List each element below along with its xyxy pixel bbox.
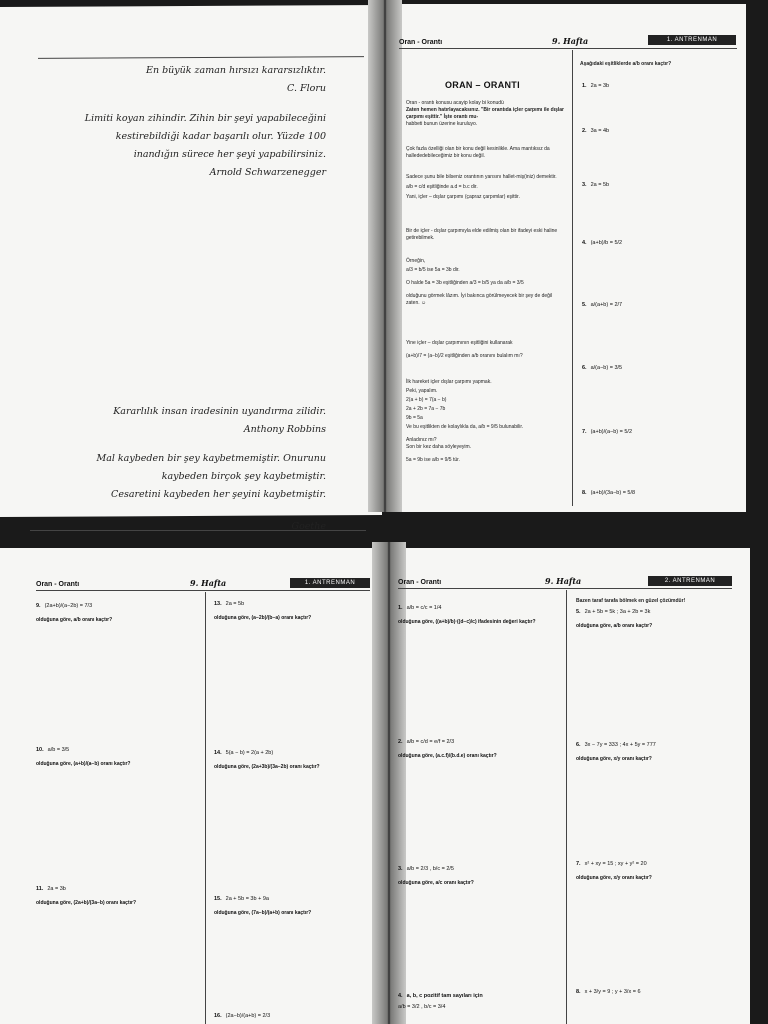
exercise-item: 11. 2a = 3b olduğuna göre, (2a+b)/(3a−b) oranı kaçtır? — [36, 886, 137, 906]
column-divider — [205, 592, 206, 1024]
lesson-text: İlk hareket içler dışlar çarpımı yapmak. Peki, yapalım. 2(a + b) = 7(a − b) 2a + 2b = 7a − 7b 9b = 5a Ve bu eşitlikten de kolaylıkla da, a/b = 9/5 bulunabilir. Anladınız mı? Son bir kez daha söyleyeyim. 5a = 9b ise a/b = 9/5 tür. — [406, 379, 524, 463]
header-tag: 1. ANTRENMAN — [290, 578, 370, 588]
lesson-text: Sadece şunu bile bilseniz orantının yarısını hallet-miş(iniz) demektir. a/b = c/d eşitliğinde a.d = b.c dir. Yani, içler – dışlar çarpımı (çapraz çarpımlar) eşittir. — [406, 174, 557, 200]
lesson-text: Çok fazla özelliği olan bir konu değil kesinlikle. Ama mantıksız da hallededebileceğimiz bir konu değil. — [406, 146, 550, 159]
quote-1: En büyük zaman hırsızı kararsızlıktır. C. Floru — [146, 65, 326, 94]
exercise-item: 3. 2a = 5b — [582, 182, 610, 188]
exercise-item: 15. 2a + 5b = 3b + 9a olduğuna göre, (7a−b)/(a+b) oranı kaçtır? — [214, 896, 312, 916]
column-divider — [566, 590, 567, 1024]
exercise-item: 2. 3a = 4b — [582, 128, 610, 134]
exercise-item: 16. (2a−b)/(a+b) = 2/3 — [214, 1013, 271, 1019]
header-week: 9. Hafta — [545, 576, 582, 586]
exercise-item: 3. a/b = 2/3 , b/c = 2/5 olduğuna göre, a/c oranı kaçtır? — [398, 866, 474, 886]
exercise-item: 1. a/b = c/c = 1/4 olduğuna göre, ((a+b)/b)·((d−c)/c) ifadesinin değeri kaçtır? — [398, 605, 536, 625]
header-subject: Oran - Orantı — [36, 581, 80, 588]
exercise-item: 6. a/(a−b) = 3/5 — [582, 365, 623, 371]
exercise-instruction: Aşağıdaki eşitliklerde a/b oranı kaçtır? — [580, 61, 672, 67]
header-tag: 1. ANTRENMAN — [648, 35, 736, 45]
exercise-item: 5. a/(a+b) = 2/7 — [582, 302, 623, 308]
exercise-item: 10. a/b = 3/5 olduğuna göre, (a+b)/(a−b) oranı kaçtır? — [36, 747, 131, 767]
quote-4: Mal kaybeden bir şey kaybetmemiştir. Onurunu kaybeden birçok şey kaybetmiştir. Cesaretini kaybeden her şeyini kaybetmiştir. Goethe — [96, 453, 326, 532]
exercise-item: 4. (a+b)/b = 5/2 — [582, 240, 623, 246]
exercise-item: 8. x + 3/y = 9 ; y + 3/x = 6 — [576, 989, 641, 995]
header-subject: Oran - Orantı — [399, 39, 443, 46]
header-tag: 2. ANTRENMAN — [648, 576, 732, 586]
header-week: 9. Hafta — [552, 36, 589, 46]
exercise-item: 4. a, b, c pozitif tam sayıları için a/b = 3/2 , b/c = 3/4 — [398, 993, 483, 1010]
exercise-item: 7. x² + xy = 15 ; xy + y² = 20 olduğuna göre, x/y oranı kaçtır? — [576, 861, 652, 881]
exercise-item: 5. 2a + 5b = 5k ; 3a + 2b = 3k olduğuna göre, a/b oranı kaçtır? — [576, 609, 653, 629]
quote-3: Kararlılık insan iradesinin uyandırma zilidir. Anthony Robbins — [113, 406, 326, 435]
lesson-title: ORAN – ORANTI — [445, 80, 520, 90]
lesson-text: Yine içler – dışlar çarpımının eşitliğini kullanarak (a+b)/7 = (a−b)/2 eşitliğinden a/b oranını bulalım mı? — [406, 340, 523, 359]
exercise-item: 13. 2a = 5b olduğuna göre, (a−2b)/(b−a) oranı kaçtır? — [214, 601, 312, 621]
book-gutter — [368, 0, 402, 512]
bottom-spread — [0, 512, 768, 1024]
exercise-item: 2. a/b = c/d = e/f = 2/3 olduğuna göre, (a.c.f)/(b.d.e) oranı kaçtır? — [398, 739, 497, 759]
lesson-text: Bir de içler - dışlar çarpımıyla elde edilmiş olan bir ifadeyi eski haline getirebilmek. — [406, 228, 558, 241]
header-rule — [36, 590, 370, 591]
exercise-instruction: Bazen taraf tarafa bölmek en güzel çözümdür! — [576, 598, 686, 604]
header-rule — [399, 48, 737, 49]
header-subject: Oran - Orantı — [398, 579, 442, 586]
exercise-item: 9. (2a+b)/(a−2b) = 7/3 olduğuna göre, a/b oranı kaçtır? — [36, 603, 113, 623]
lesson-text: Örneğin, a/3 = b/5 ise 5a = 3b dir. O halde 5a = 3b eşitliğinden a/3 = b/5 ya da a/b = 3/5 olduğunu görmek lâzım. İyi bakınca görülmeyecek bir şey de değil zaten. ☺ — [406, 258, 553, 306]
lesson-text: Oran - orantı konusu acayip kolay bi konudü Zaten hemen hatırlayacaksınız. "Bir orantıda içler çarpımı ile dışlar çarpımı eşittir." İşte orantı mu- habbeti bunun üzerine kuruluyo. — [406, 100, 564, 127]
exercise-item: 7. (a+b)/(a−b) = 5/2 — [582, 429, 633, 435]
column-divider — [572, 50, 573, 506]
quote-2: Limiti koyan zihindir. Zihin bir şeyi yapabileceğini kestirebildiği kadar başarılı olur. Yüzde 100 inandığın sürece her şeyi yapabilirsiniz. Arnold Schwarzenegger — [84, 113, 326, 178]
header-week: 9. Hafta — [190, 578, 227, 588]
header-rule — [398, 588, 732, 589]
exercise-item: 8. (a+b)/(3a−b) = 5/8 — [582, 490, 636, 496]
exercise-item: 6. 3x − 7y = 333 ; 4x + 5y = 777 olduğuna göre, x/y oranı kaçtır? — [576, 742, 656, 762]
exercise-item: 14. 5(a − b) = 2(a + 2b) olduğuna göre, (2a+3b)/(3a−2b) oranı kaçtır? — [214, 750, 320, 770]
exercise-item: 1. 2a = 3b — [582, 83, 610, 89]
